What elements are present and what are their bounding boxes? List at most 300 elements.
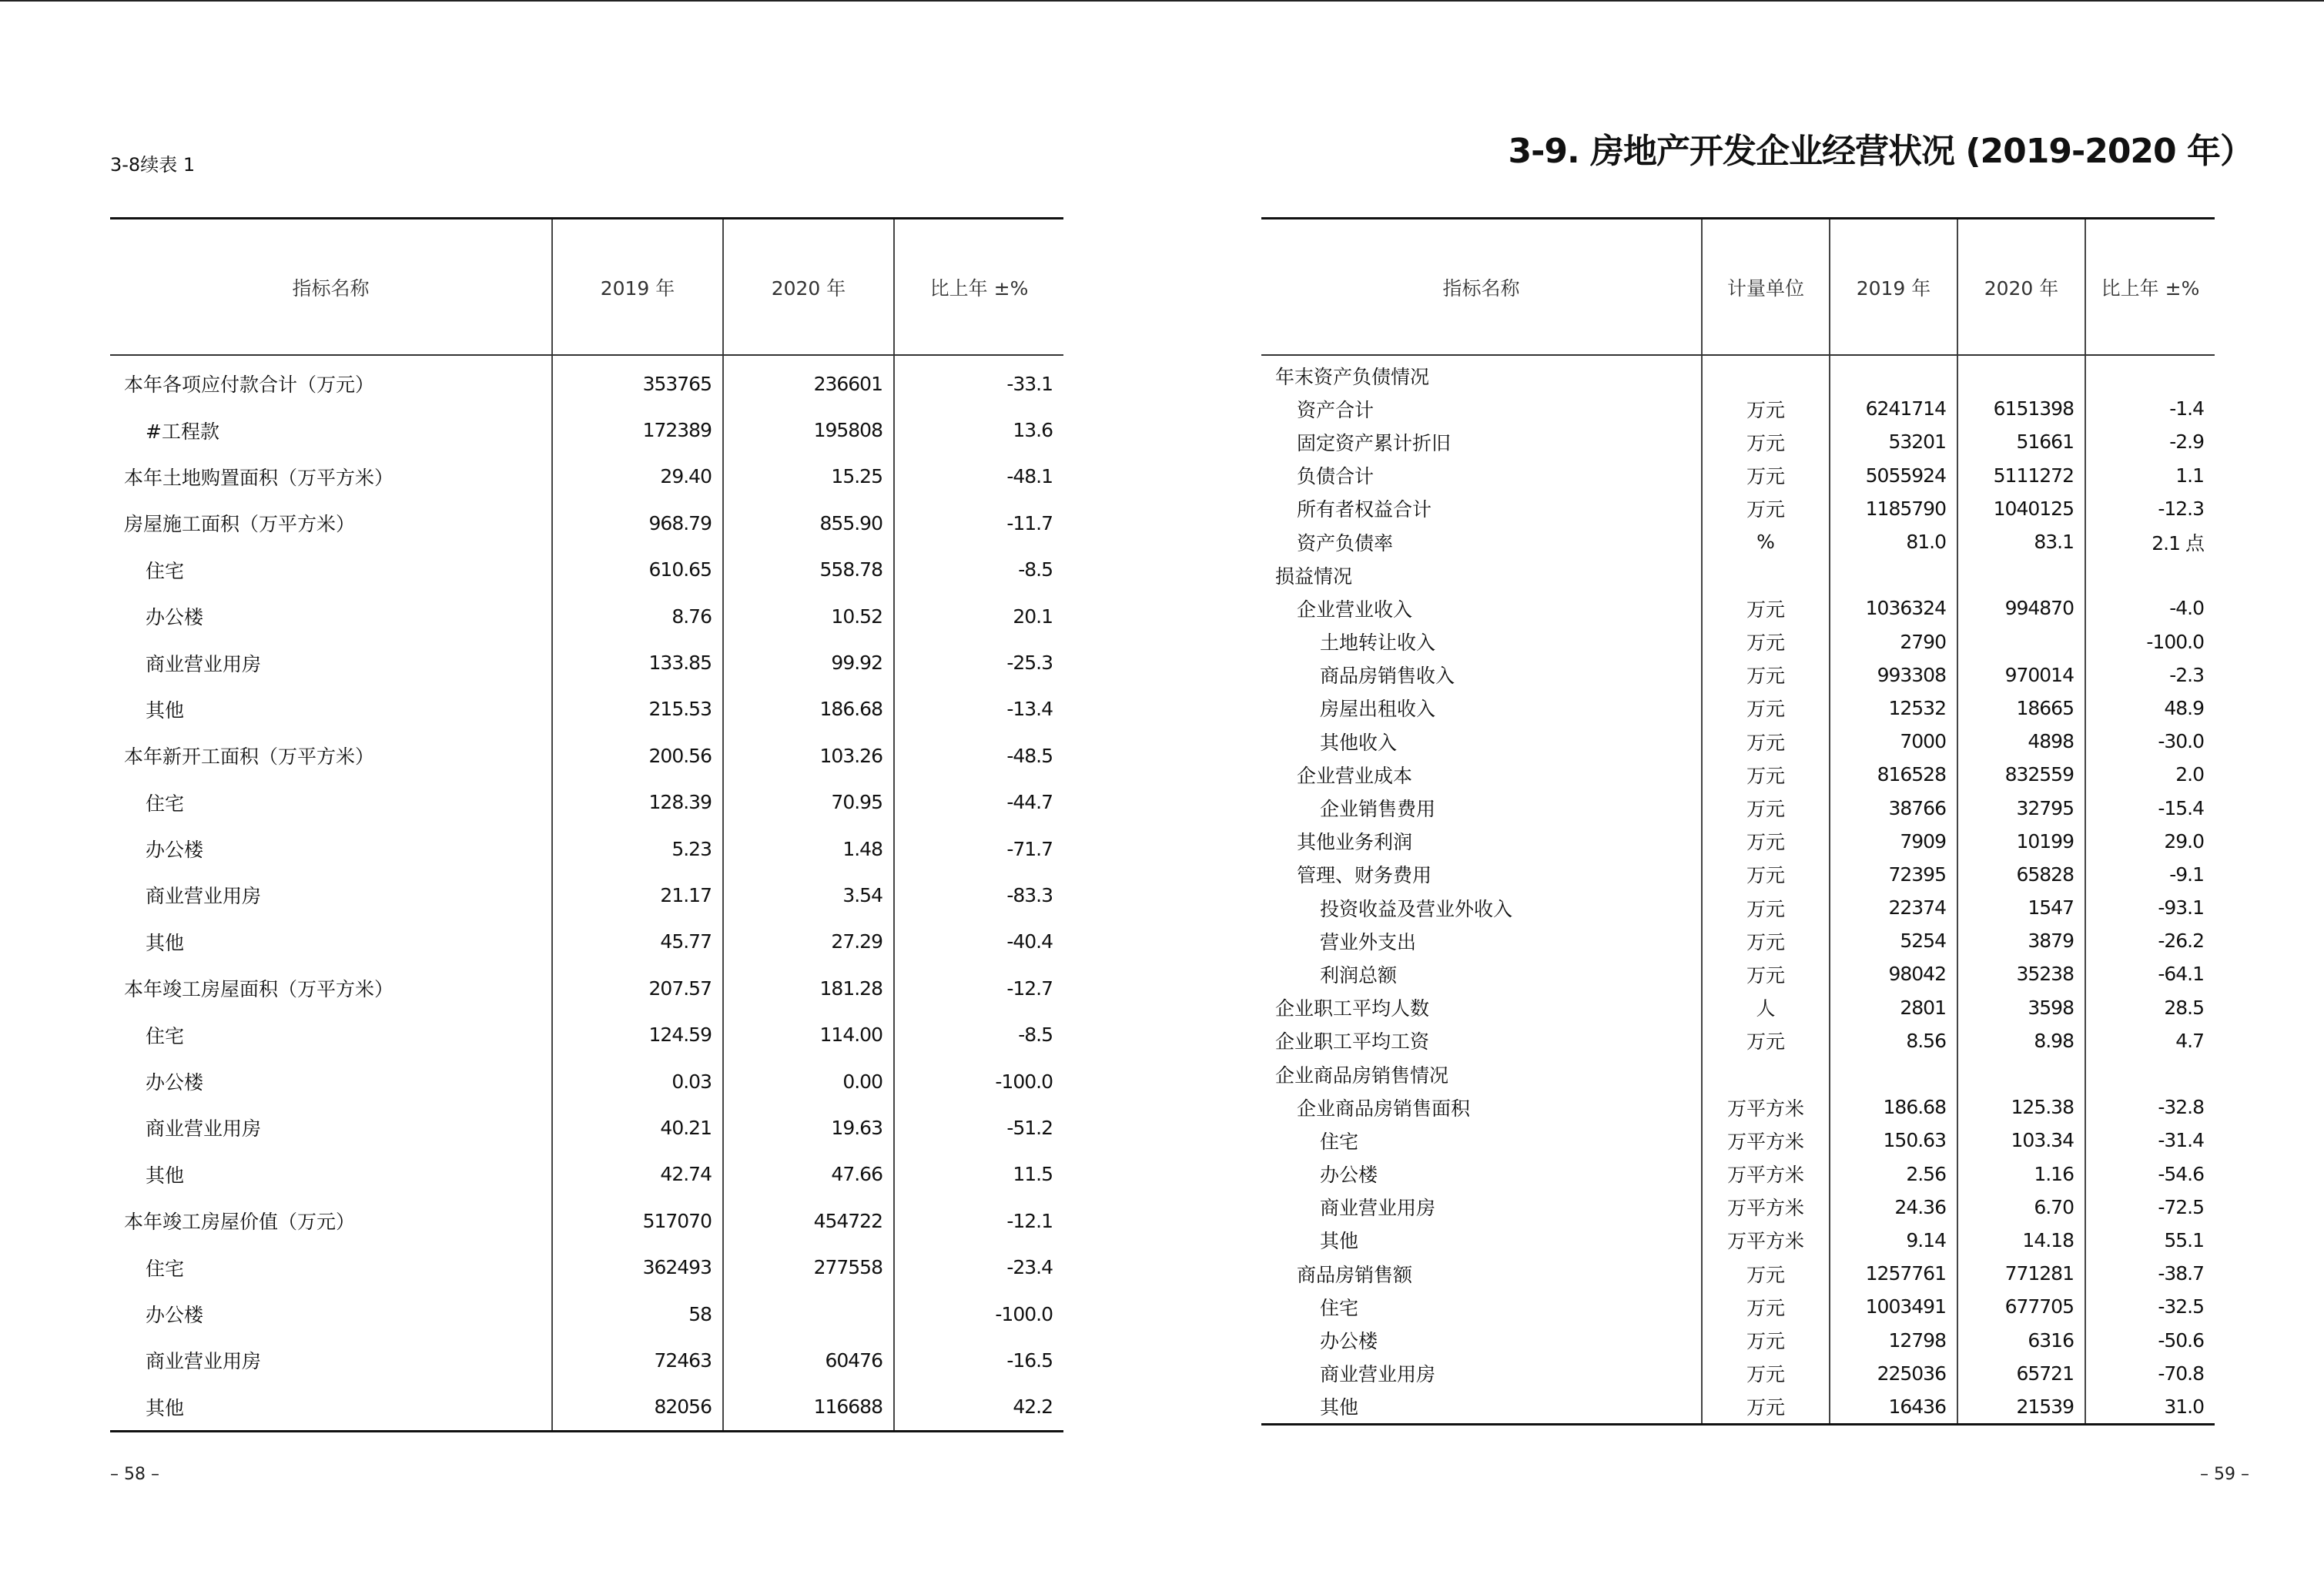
cell-2020: 27.29 (723, 919, 894, 965)
cell-2020: 1547 (1957, 891, 2085, 924)
cell-2020: 195808 (723, 407, 894, 453)
cell-unit: 万平方米 (1702, 1224, 1830, 1257)
continuation-label: 3-8续表 1 (110, 154, 196, 176)
cell-change: -64.1 (2085, 957, 2215, 990)
cell-indicator-name: 营业外支出 (1320, 930, 1417, 953)
table-row (1261, 725, 2215, 758)
table-row (1261, 658, 2215, 692)
table-row (1261, 525, 2215, 558)
cell-change (2085, 355, 2215, 392)
cell-unit: 万元 (1702, 758, 1830, 791)
cell-indicator-name: 其他 (110, 1384, 552, 1432)
cell-indicator-name: 其他 (146, 931, 185, 954)
cell-unit: 万元 (1702, 658, 1830, 692)
cell-2020: 65828 (1957, 858, 2085, 891)
cell-unit: 万元 (1702, 891, 1830, 924)
cell-change: 13.6 (894, 407, 1063, 453)
cell-indicator-name: 企业职工平均工资 (1275, 1030, 1430, 1054)
table-row (110, 1384, 1063, 1432)
cell-indicator-name: 商业营业用房 (146, 1350, 262, 1373)
cell-change: -40.4 (894, 919, 1063, 965)
table-row (1261, 924, 2215, 957)
cell-unit: 万元 (1702, 957, 1830, 990)
cell-change: -8.5 (894, 547, 1063, 593)
header-change: 比上年 ±% (894, 219, 1063, 356)
cell-indicator-name: 商业营业用房 (1320, 1197, 1436, 1220)
cell-2019: 72463 (552, 1337, 723, 1383)
cell-indicator-name: 住宅 (146, 1257, 185, 1280)
cell-indicator-name: 企业营业成本 (1297, 764, 1413, 787)
cell-unit: 万元 (1702, 1390, 1830, 1425)
cell-2019: 42.74 (552, 1151, 723, 1198)
cell-unit: 万元 (1702, 825, 1830, 858)
cell-2019: 38766 (1830, 791, 1957, 824)
cell-2019: 12532 (1830, 692, 1957, 725)
cell-indicator-name: 资产合计 (1297, 398, 1375, 421)
cell-indicator-name: 住宅 (146, 559, 185, 582)
cell-2020: 116688 (723, 1384, 894, 1432)
cell-change: -30.0 (2085, 725, 2215, 758)
table-row (110, 1244, 1063, 1290)
table-row (1261, 758, 2215, 791)
cell-2020: 970014 (1957, 658, 2085, 692)
cell-2020: 60476 (723, 1337, 894, 1383)
cell-2020: 186.68 (723, 686, 894, 732)
cell-2020: 6151398 (1957, 392, 2085, 425)
table-row (1261, 1090, 2215, 1124)
cell-2020: 18665 (1957, 692, 2085, 725)
cell-2019: 45.77 (552, 919, 723, 965)
cell-indicator-name: 本年竣工房屋价值（万元） (124, 1211, 356, 1234)
cell-change: -72.5 (2085, 1191, 2215, 1224)
table-row (110, 355, 1063, 407)
cell-indicator-name: 土地转让收入 (1320, 632, 1436, 655)
cell-change: -1.4 (2085, 392, 2215, 425)
cell-2020: 277558 (723, 1244, 894, 1290)
cell-change: 20.1 (894, 593, 1063, 639)
cell-indicator-name: 办公楼 (1320, 1164, 1378, 1187)
cell-indicator-name: 其他 (146, 1164, 185, 1187)
cell-2020: 855.90 (723, 500, 894, 546)
cell-unit: 万平方米 (1702, 1124, 1830, 1157)
cell-indicator-name: 房屋施工面积（万平方米） (124, 513, 356, 536)
cell-2019: 24.36 (1830, 1191, 1957, 1224)
cell-2020: 70.95 (723, 779, 894, 826)
cell-2020: 181.28 (723, 965, 894, 1011)
cell-change: -71.7 (894, 826, 1063, 872)
table-row (1261, 1323, 2215, 1356)
cell-unit: 万元 (1702, 492, 1830, 525)
cell-unit (1702, 355, 1830, 392)
cell-indicator-name: 其他 (1261, 1390, 1702, 1425)
cell-indicator-name: 商业营业用房 (146, 885, 262, 908)
cell-2019: 5254 (1830, 924, 1957, 957)
cell-indicator-name: 办公楼 (146, 839, 204, 862)
cell-indicator-name: 损益情况 (1275, 565, 1353, 588)
cell-2019: 98042 (1830, 957, 1957, 990)
cell-unit: 万元 (1702, 1323, 1830, 1356)
cell-2020: 125.38 (1957, 1090, 2085, 1124)
cell-change: -38.7 (2085, 1257, 2215, 1290)
cell-indicator-name: 住宅 (1320, 1296, 1359, 1319)
cell-change: -8.5 (894, 1011, 1063, 1057)
table-row (1261, 891, 2215, 924)
cell-2020: 83.1 (1957, 525, 2085, 558)
table-row (1261, 1257, 2215, 1290)
cell-2019: 150.63 (1830, 1124, 1957, 1157)
cell-2019: 7909 (1830, 825, 1957, 858)
cell-change: 4.7 (2085, 1024, 2215, 1057)
cell-unit: 万平方米 (1702, 1191, 1830, 1224)
cell-2020: 99.92 (723, 639, 894, 685)
table-row (1261, 957, 2215, 990)
cell-2020: 558.78 (723, 547, 894, 593)
cell-2020 (1957, 625, 2085, 658)
cell-2019: 12798 (1830, 1323, 1957, 1356)
cell-change: -32.8 (2085, 1090, 2215, 1124)
cell-indicator-name: 本年土地购置面积（万平方米） (124, 466, 394, 489)
table-row (1261, 625, 2215, 658)
cell-change: -33.1 (894, 355, 1063, 407)
cell-change: -48.1 (894, 454, 1063, 500)
cell-unit: 万元 (1702, 725, 1830, 758)
cell-indicator-name: 其他 (146, 699, 185, 722)
cell-change (2085, 1057, 2215, 1090)
cell-2020: 8.98 (1957, 1024, 2085, 1057)
cell-2019: 7000 (1830, 725, 1957, 758)
cell-2020: 10.52 (723, 593, 894, 639)
cell-indicator-name: 其他业务利润 (1297, 831, 1413, 854)
cell-change: -93.1 (2085, 891, 2215, 924)
cell-change: -32.5 (2085, 1290, 2215, 1323)
table-row (110, 454, 1063, 500)
cell-2019 (1830, 1057, 1957, 1090)
cell-indicator-name: 投资收益及营业外收入 (1320, 897, 1513, 920)
table-row (110, 1151, 1063, 1198)
cell-2019: 16436 (1830, 1390, 1957, 1425)
cell-2019: 81.0 (1830, 525, 1957, 558)
cell-2019: 82056 (552, 1384, 723, 1432)
cell-2019: 225036 (1830, 1357, 1957, 1390)
header-indicator-name: 指标名称 (1261, 219, 1702, 356)
table-row (110, 639, 1063, 685)
cell-2019: 6241714 (1830, 392, 1957, 425)
cell-change (2085, 558, 2215, 591)
cell-indicator-name: 办公楼 (146, 606, 204, 629)
cell-change: 42.2 (894, 1384, 1063, 1432)
cell-change: -31.4 (2085, 1124, 2215, 1157)
cell-2020: 3879 (1957, 924, 2085, 957)
table-row (110, 779, 1063, 826)
cell-2020: 5111272 (1957, 459, 2085, 492)
cell-indicator-name: 商业营业用房 (146, 1117, 262, 1141)
table-row (110, 1291, 1063, 1337)
header-2019: 2019 年 (552, 219, 723, 356)
cell-2020: 15.25 (723, 454, 894, 500)
cell-change: -11.7 (894, 500, 1063, 546)
table-right (1261, 217, 2215, 1426)
table-row (1261, 355, 2215, 392)
cell-unit (1702, 558, 1830, 591)
page-number-left: – 58 – (110, 1465, 159, 1484)
cell-change: -13.4 (894, 686, 1063, 732)
cell-indicator-name: 利润总额 (1320, 963, 1398, 987)
cell-2020: 103.34 (1957, 1124, 2085, 1157)
cell-indicator-name: 管理、财务费用 (1297, 864, 1432, 887)
cell-unit: 万元 (1702, 791, 1830, 824)
cell-change: -50.6 (2085, 1323, 2215, 1356)
cell-indicator-name: 所有者权益合计 (1297, 498, 1432, 521)
table-row (1261, 459, 2215, 492)
header-indicator-name: 指标名称 (110, 219, 552, 356)
table-row (110, 732, 1063, 779)
cell-2020 (1957, 1057, 2085, 1090)
cell-change: 28.5 (2085, 991, 2215, 1024)
cell-change: 11.5 (894, 1151, 1063, 1198)
cell-indicator-name: 其他 (1320, 1230, 1359, 1253)
cell-change: -54.6 (2085, 1157, 2215, 1191)
cell-2020 (1957, 558, 2085, 591)
cell-unit: 万元 (1702, 692, 1830, 725)
cell-2019: 124.59 (552, 1011, 723, 1057)
cell-2019: 72395 (1830, 858, 1957, 891)
table-row (110, 872, 1063, 918)
cell-2019: 517070 (552, 1198, 723, 1244)
cell-2019: 1185790 (1830, 492, 1957, 525)
cell-2019 (1830, 558, 1957, 591)
table-row (110, 919, 1063, 965)
table-row (110, 1104, 1063, 1151)
cell-2019: 5055924 (1830, 459, 1957, 492)
cell-2020: 677705 (1957, 1290, 2085, 1323)
cell-2019: 8.76 (552, 593, 723, 639)
cell-change: -44.7 (894, 779, 1063, 826)
cell-indicator-name: 企业商品房销售情况 (1275, 1064, 1449, 1087)
header-2019: 2019 年 (1830, 219, 1957, 356)
page-number-right: – 59 – (2200, 1465, 2249, 1484)
cell-2019: 1003491 (1830, 1290, 1957, 1323)
cell-2020: 21539 (1957, 1390, 2085, 1425)
cell-2019: 21.17 (552, 872, 723, 918)
cell-change: -12.1 (894, 1198, 1063, 1244)
cell-2019: 40.21 (552, 1104, 723, 1151)
cell-indicator-name: 商品房销售额 (1297, 1263, 1413, 1286)
table-row (1261, 558, 2215, 591)
cell-indicator-name: 商业营业用房 (1320, 1363, 1436, 1386)
cell-2019: 172389 (552, 407, 723, 453)
cell-change: 55.1 (2085, 1224, 2215, 1257)
table-row (1261, 392, 2215, 425)
cell-indicator-name: 办公楼 (1320, 1330, 1378, 1353)
cell-2019: 9.14 (1830, 1224, 1957, 1257)
table-row (1261, 1224, 2215, 1257)
header-unit: 计量单位 (1702, 219, 1830, 356)
table-row (110, 1198, 1063, 1244)
cell-indicator-name: 资产负债率 (1297, 531, 1394, 554)
table-row (110, 1011, 1063, 1057)
cell-indicator-name: 企业营业收入 (1297, 598, 1413, 621)
cell-2020: 19.63 (723, 1104, 894, 1151)
cell-indicator-name: 固定资产累计折旧 (1297, 431, 1452, 454)
cell-change: -9.1 (2085, 858, 2215, 891)
table-row (1261, 1057, 2215, 1090)
table-header-row (110, 219, 1063, 356)
table-row (1261, 791, 2215, 824)
cell-unit: 万元 (1702, 625, 1830, 658)
cell-unit: 万元 (1702, 858, 1830, 891)
cell-2020: 1040125 (1957, 492, 2085, 525)
cell-2019: 53201 (1830, 425, 1957, 458)
cell-change: -70.8 (2085, 1357, 2215, 1390)
cell-2019: 58 (552, 1291, 723, 1337)
cell-2019: 215.53 (552, 686, 723, 732)
cell-2019: 128.39 (552, 779, 723, 826)
cell-unit: 万元 (1702, 924, 1830, 957)
cell-change: -83.3 (894, 872, 1063, 918)
cell-indicator-name: 本年新开工面积（万平方米） (124, 745, 375, 769)
cell-2020: 10199 (1957, 825, 2085, 858)
cell-2020: 35238 (1957, 957, 2085, 990)
cell-2019: 993308 (1830, 658, 1957, 692)
cell-2019: 22374 (1830, 891, 1957, 924)
cell-change: -12.7 (894, 965, 1063, 1011)
table-row (1261, 1124, 2215, 1157)
cell-change: -100.0 (2085, 625, 2215, 658)
cell-change: -25.3 (894, 639, 1063, 685)
header-2020: 2020 年 (1957, 219, 2085, 356)
cell-change: -23.4 (894, 1244, 1063, 1290)
cell-2019: 2.56 (1830, 1157, 1957, 1191)
cell-unit: 万元 (1702, 1024, 1830, 1057)
table-row (1261, 1357, 2215, 1390)
cell-unit: % (1702, 525, 1830, 558)
cell-2020: 103.26 (723, 732, 894, 779)
cell-change: -48.5 (894, 732, 1063, 779)
cell-2019: 29.40 (552, 454, 723, 500)
cell-2020: 236601 (723, 355, 894, 407)
table-row (1261, 1191, 2215, 1224)
cell-indicator-name: 本年各项应付款合计（万元） (124, 374, 375, 397)
cell-2020: 3.54 (723, 872, 894, 918)
cell-indicator-name: 商业营业用房 (146, 652, 262, 675)
cell-2019: 353765 (552, 355, 723, 407)
cell-change: 1.1 (2085, 459, 2215, 492)
cell-indicator-name: 商品房销售收入 (1320, 665, 1455, 688)
table-row (1261, 591, 2215, 625)
cell-2020: 65721 (1957, 1357, 2085, 1390)
cell-2020: 47.66 (723, 1151, 894, 1198)
cell-2019: 2790 (1830, 625, 1957, 658)
cell-2020 (723, 1291, 894, 1337)
cell-unit (1702, 1057, 1830, 1090)
table-row (1261, 692, 2215, 725)
cell-2019: 1257761 (1830, 1257, 1957, 1290)
cell-indicator-name: 负债合计 (1297, 465, 1375, 488)
cell-indicator-name: 其他收入 (1320, 731, 1398, 754)
table-row (110, 407, 1063, 453)
cell-2019: 0.03 (552, 1058, 723, 1104)
table-row (110, 965, 1063, 1011)
cell-2020: 32795 (1957, 791, 2085, 824)
cell-unit: 万元 (1702, 392, 1830, 425)
table-row (110, 547, 1063, 593)
cell-2020: 1.48 (723, 826, 894, 872)
cell-2019: 362493 (552, 1244, 723, 1290)
cell-unit: 万元 (1702, 459, 1830, 492)
cell-unit: 万平方米 (1702, 1090, 1830, 1124)
cell-2019: 186.68 (1830, 1090, 1957, 1124)
cell-indicator-name: 房屋出租收入 (1320, 698, 1436, 721)
header-2020: 2020 年 (723, 219, 894, 356)
cell-indicator-name: 住宅 (146, 792, 185, 815)
cell-change: -2.9 (2085, 425, 2215, 458)
cell-change: 2.1 点 (2085, 525, 2215, 558)
table-row (110, 826, 1063, 872)
cell-2020 (1957, 355, 2085, 392)
cell-change: -51.2 (894, 1104, 1063, 1151)
cell-2020: 14.18 (1957, 1224, 2085, 1257)
cell-2019: 968.79 (552, 500, 723, 546)
cell-indicator-name: 住宅 (1320, 1130, 1359, 1153)
cell-2019: 5.23 (552, 826, 723, 872)
cell-2019: 2801 (1830, 991, 1957, 1024)
table-row (110, 1058, 1063, 1104)
cell-change: -4.0 (2085, 591, 2215, 625)
cell-indicator-name: 企业商品房销售面积 (1297, 1097, 1471, 1120)
cell-indicator-name: 办公楼 (146, 1071, 204, 1094)
cell-2019: 8.56 (1830, 1024, 1957, 1057)
cell-2020: 0.00 (723, 1058, 894, 1104)
cell-change: 48.9 (2085, 692, 2215, 725)
cell-change: -16.5 (894, 1337, 1063, 1383)
cell-2019: 133.85 (552, 639, 723, 685)
cell-unit: 万元 (1702, 1257, 1830, 1290)
cell-change: -2.3 (2085, 658, 2215, 692)
cell-2019: 207.57 (552, 965, 723, 1011)
cell-change: -100.0 (894, 1058, 1063, 1104)
table-row (1261, 991, 2215, 1024)
cell-change: 29.0 (2085, 825, 2215, 858)
cell-change: -15.4 (2085, 791, 2215, 824)
cell-2019: 610.65 (552, 547, 723, 593)
cell-change: 31.0 (2085, 1390, 2215, 1425)
table-row (1261, 858, 2215, 891)
cell-unit: 万元 (1702, 591, 1830, 625)
cell-2020: 454722 (723, 1198, 894, 1244)
cell-change: -100.0 (894, 1291, 1063, 1337)
header-change: 比上年 ±% (2085, 219, 2215, 356)
table-left (110, 217, 1063, 1432)
table-row (110, 593, 1063, 639)
table-row (1261, 1290, 2215, 1323)
cell-unit: 人 (1702, 991, 1830, 1024)
cell-2019: 816528 (1830, 758, 1957, 791)
cell-change: 2.0 (2085, 758, 2215, 791)
cell-unit: 万元 (1702, 1290, 1830, 1323)
table-header-row (1261, 219, 2215, 356)
cell-unit: 万元 (1702, 425, 1830, 458)
table-row (1261, 492, 2215, 525)
page-title: 3-9. 房地产开发企业经营状况 (2019-2020 年） (1508, 132, 2253, 171)
cell-indicator-name: 企业职工平均人数 (1275, 997, 1430, 1020)
cell-2019 (1830, 355, 1957, 392)
cell-2020: 832559 (1957, 758, 2085, 791)
cell-2020: 114.00 (723, 1011, 894, 1057)
cell-indicator-name: 住宅 (146, 1024, 185, 1047)
cell-indicator-name: #工程款 (146, 420, 219, 443)
cell-2019: 1036324 (1830, 591, 1957, 625)
table-row (1261, 1390, 2215, 1425)
